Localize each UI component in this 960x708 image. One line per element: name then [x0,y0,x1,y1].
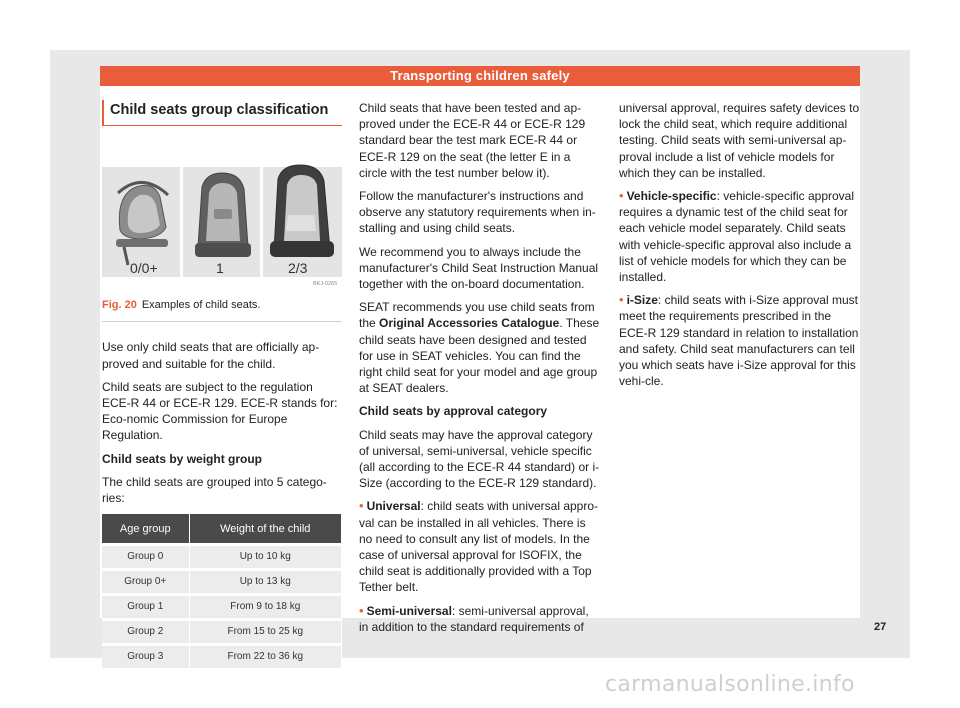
table-cell: Group 2 [102,620,189,645]
figure-caption-text: Examples of child seats. [141,299,261,312]
bullet-item [619,188,861,285]
bullet-term: Semi-universal [366,603,452,618]
table-cell: Group 1 [102,595,189,620]
bullet-term: Vehicle-specific [626,189,717,204]
child-seats-illustration [102,135,342,288]
table-row [102,545,342,570]
table-header-age-group: Age group [102,514,189,545]
table-cell: From 15 to 25 kg [189,620,341,645]
bullet-item [359,603,601,635]
table-cell: Group 3 [102,645,189,669]
table-row [102,620,342,645]
bullet-icon: • [359,602,364,618]
paragraph: universal approval, requires safety devices to lock the child seat, which require additional testing. Child seats with semi-universal ap-proval include a list of vehicle models for which they can be installed. [619,101,860,180]
bullet-text: : semi-universal approval, in addition to the standard requirements of [359,603,589,634]
figure-code: BKJ-0265 [313,281,338,288]
bullet-term: Universal [366,499,421,514]
page-number: 27 [874,621,887,633]
bullet-term: i-Size [626,293,658,308]
bullet-item [619,292,861,389]
figure-caption [102,297,342,322]
bullet-icon: • [619,292,624,308]
subheading: Child seats by weight group [102,451,263,466]
table-header-weight: Weight of the child [189,514,341,545]
bullet-item [359,498,601,595]
bullet-text: : child seats with universal appro-val can be installed in all vehicles. There is no need to consult any list of models. In the case of universal approval for ISOFIX, the child seat is additionally provided with a Top Tether belt. [359,499,599,595]
column-2 [359,100,601,642]
figure-label-1: 1 [216,260,224,277]
figure-label-2: 2/3 [288,260,308,277]
weight-group-table [102,514,342,668]
toddler-seat-drawing [195,173,251,257]
bullet-icon: • [359,498,364,514]
watermark: carmanualsonline.info [605,672,855,697]
figure-label-0: 0/0+ [130,260,158,277]
paragraph [359,299,601,396]
bullet-icon: • [619,188,624,204]
text-run: . These child seats have been designed and tested for use in SEAT vehicles. You can find the right child seat for your model and age group at SEAT dealers. [359,316,600,396]
chapter-header: Transporting children safely [100,66,860,86]
table-cell: Up to 10 kg [189,545,341,570]
paragraph: We recommend you to always include the manufacturer's Child Seat Instruction Manual together with the on-board documentation. [359,244,599,292]
column-3 [619,100,861,396]
bullet-text: : vehicle-specific approval requires a dynamic test of the child seat for each vehicle model separately. Child seats with vehicle-specific approval also include a list of vehicle models for which they can be installed. [619,189,855,285]
bullet-text: : child seats with i-Size approval must meet the requirements prescribed in the ECE-R 129 standard in relation to installation and safety. Child seat manufacturers can tell you which seats have i-Size approval for this vehi-cle. [619,293,859,389]
column-1 [102,100,342,668]
table-cell: From 9 to 18 kg [189,595,341,620]
table-row [102,595,342,620]
paragraph: Follow the manufacturer's instructions and observe any statutory requirements when in-stalling and using child seats. [359,189,596,236]
table-row [102,645,342,669]
child-seats-figure [102,135,342,288]
table-cell: Group 0 [102,545,189,570]
figure-number: Fig. 20 [102,299,137,312]
table-header-row [102,514,342,545]
section-title: Child seats group classification [102,100,342,126]
table-row [102,570,342,595]
table-cell: Group 0+ [102,570,189,595]
table-cell: Up to 13 kg [189,570,341,595]
catalogue-name: Original Accessories Catalogue [379,316,560,331]
paragraph: The child seats are grouped into 5 catego-ries: [102,474,327,506]
text-run: SEAT recommends you use child seats from the [359,300,595,331]
subheading: Child seats by approval category [359,404,548,419]
paragraph: Child seats that have been tested and ap-proved under the ECE-R 44 or ECE-R 129 standard bear the test mark ECE-R 44 or ECE-R 129 on the seat (the letter E in a circle with the test number below it). [359,101,586,180]
table-cell: From 22 to 36 kg [189,645,341,669]
paragraph: Child seats are subject to the regulation ECE-R 44 or ECE-R 129. ECE-R stands for: Eco-nomic Commission for Europe Regulation. [102,379,338,443]
paragraph: Use only child seats that are officially ap-proved and suitable for the child. [102,340,320,371]
paragraph: Child seats may have the approval category of universal, semi-universal, vehicle specific (all according to the ECE-R 44 standard) or i-Size (according to the ECE-R 129 standard). [359,427,600,491]
